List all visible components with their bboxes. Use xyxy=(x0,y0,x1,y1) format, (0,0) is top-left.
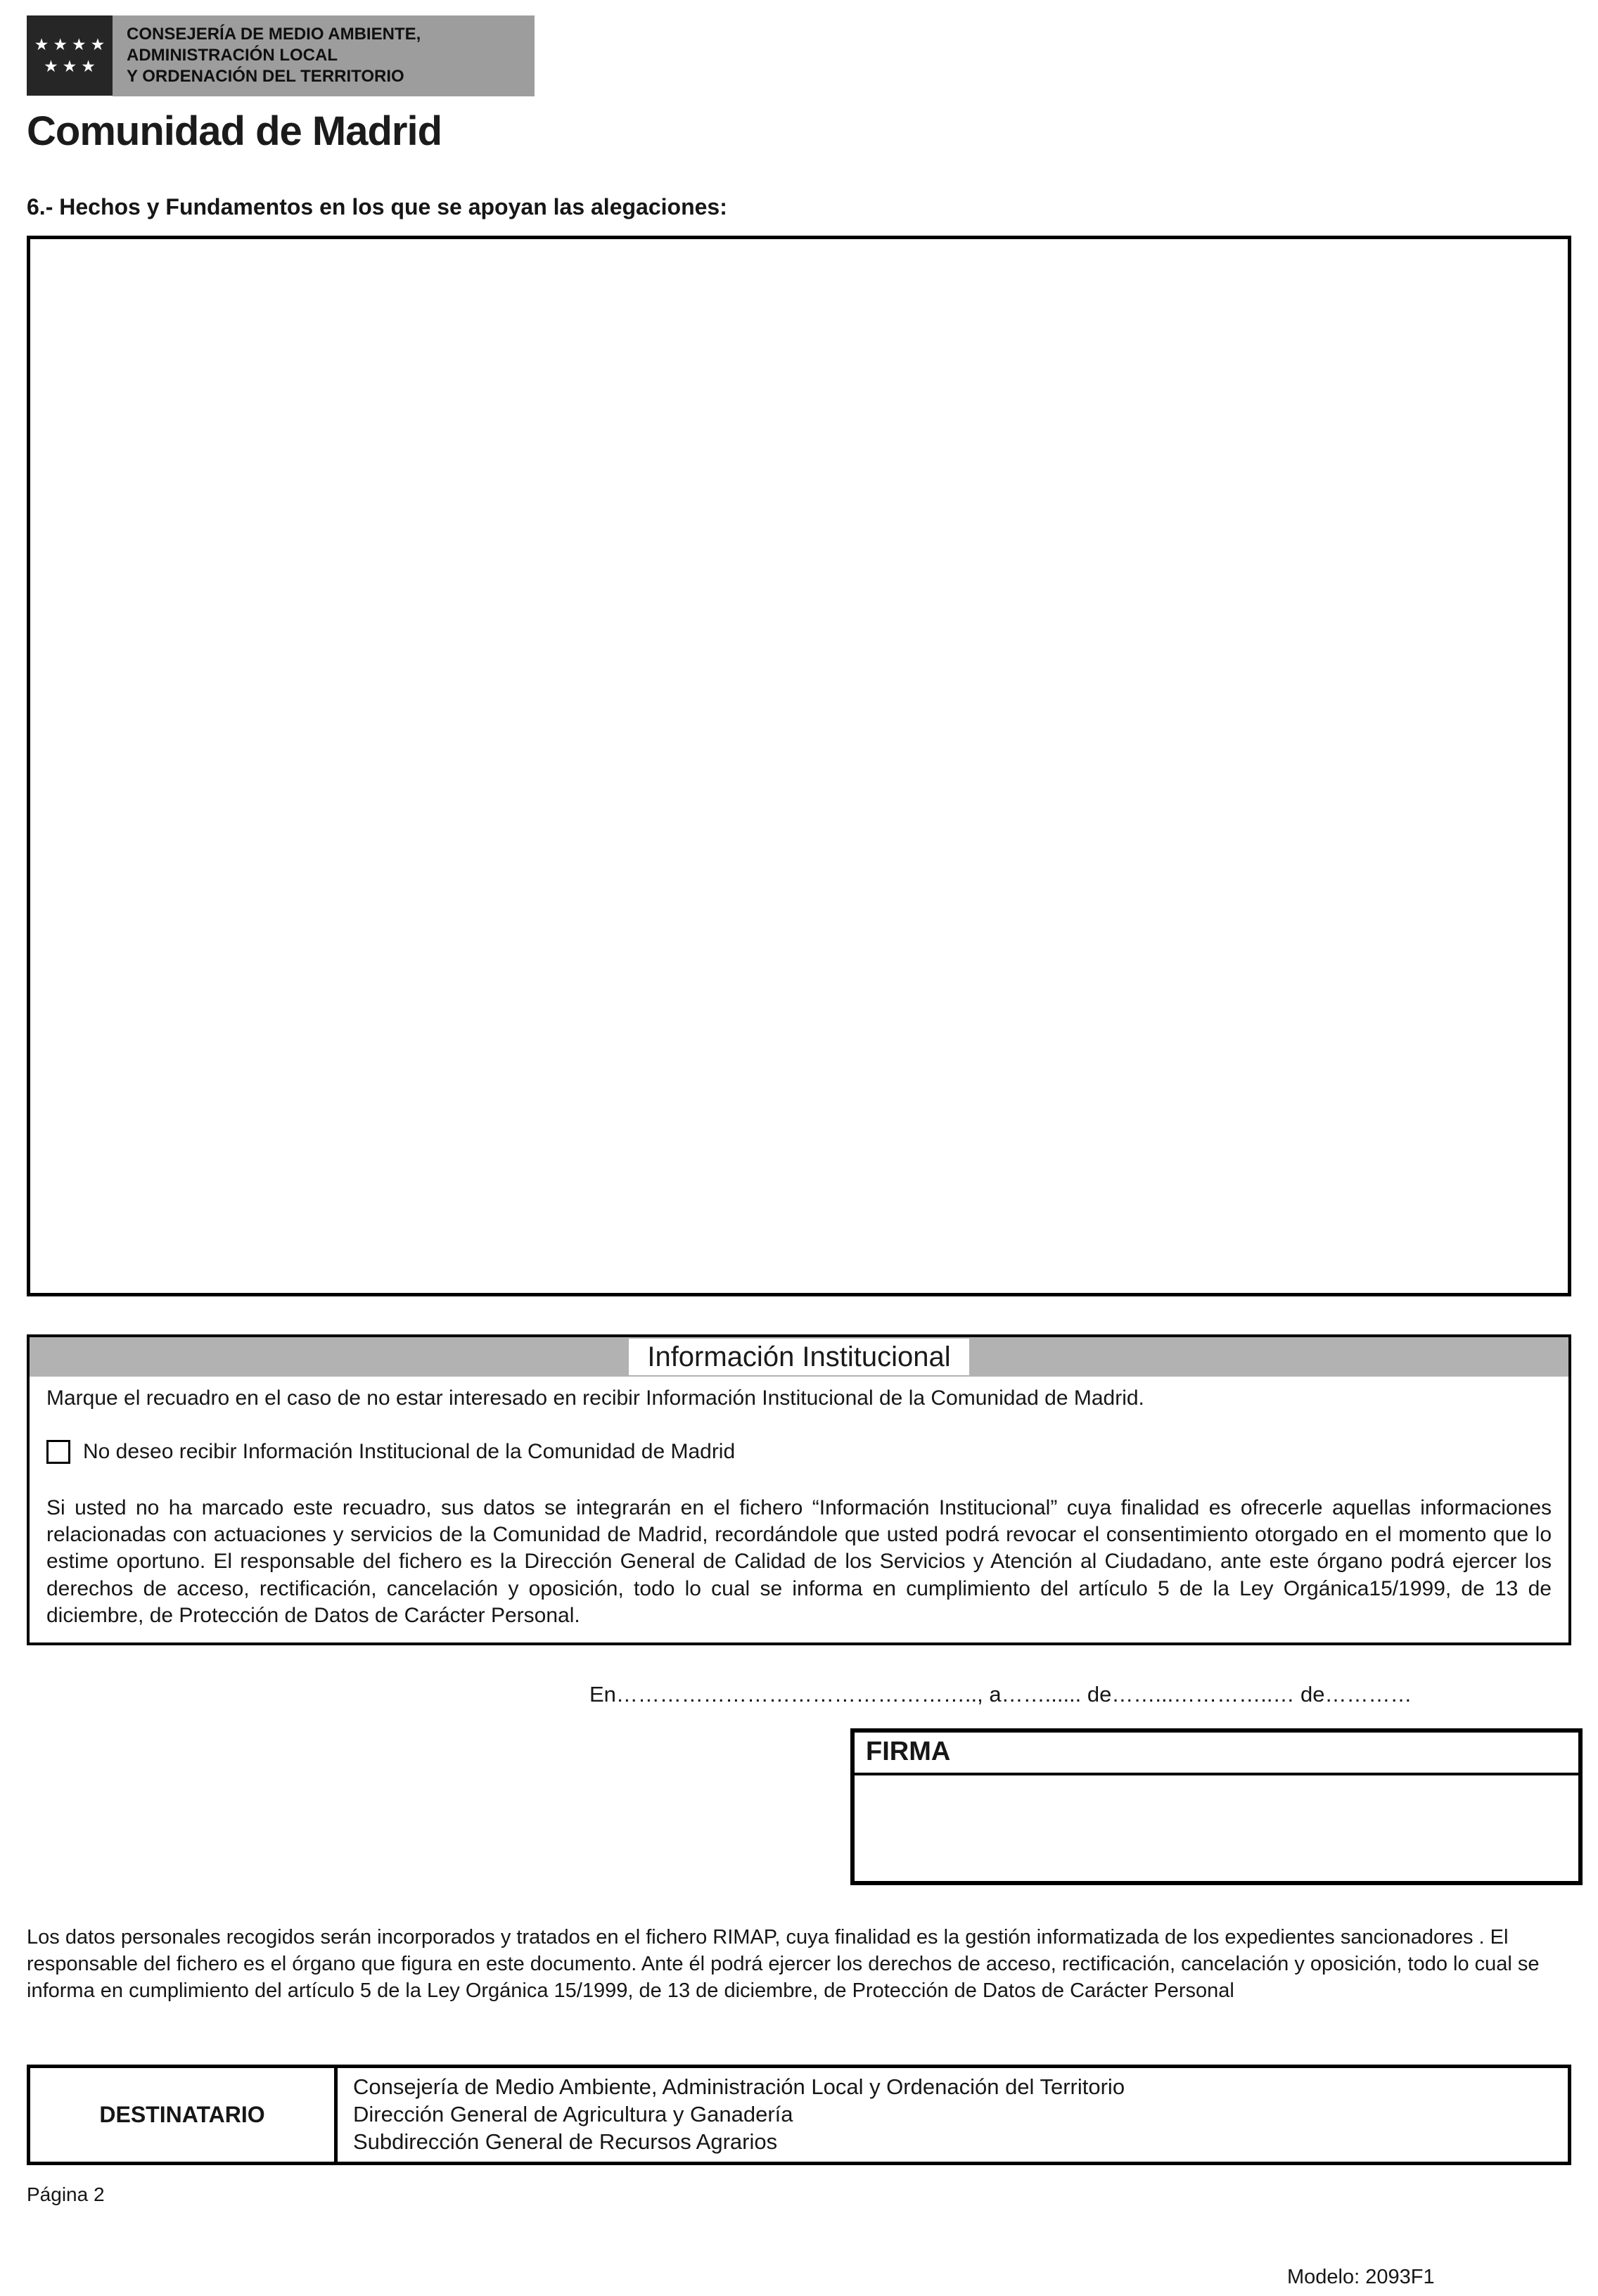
signature-box xyxy=(850,1728,1583,1885)
recipient-address xyxy=(336,2067,1570,2163)
institutional-header-bar xyxy=(30,1337,1568,1377)
optout-checkbox-label: No deseo recibir Información Institucional de la Comunidad de Madrid xyxy=(83,1439,736,1463)
institutional-info-section xyxy=(27,1334,1571,1645)
signature-area[interactable] xyxy=(855,1775,1578,1881)
place-and-date-fill-line[interactable]: En………………………………………….., a……...... de……...…………..… de………… xyxy=(589,1681,1412,1707)
recipient-table xyxy=(27,2065,1571,2164)
comunidad-de-madrid-wordmark: Comunidad de Madrid xyxy=(27,108,442,154)
recipient-row xyxy=(29,2067,1570,2163)
recipient-label: DESTINATARIO xyxy=(29,2067,336,2163)
institutional-body xyxy=(30,1377,1568,1643)
recipient-line-1: Consejería de Medio Ambiente, Administración Local y Ordenación del Territorio xyxy=(353,2074,1125,2100)
department-line-2: ADMINISTRACIÓN LOCAL xyxy=(127,45,338,65)
institutional-section-title: Información Institucional xyxy=(629,1339,969,1375)
optout-checkbox-row xyxy=(46,1440,1552,1464)
department-line-3: Y ORDENACIÓN DEL TERRITORIO xyxy=(127,66,404,86)
section-6-title: 6.- Hechos y Fundamentos en los que se apoyan las alegaciones: xyxy=(27,193,727,219)
flag-stars-top: ★★★★ xyxy=(34,35,110,53)
institutional-instruction-text: Marque el recuadro en el caso de no estar interesado en recibir Información Institucional de la Comunidad de Madrid. xyxy=(46,1386,1144,1410)
header-logo-block xyxy=(27,15,1571,155)
signature-label: FIRMA xyxy=(855,1733,1578,1775)
recipient-line-3: Subdirección General de Recursos Agrarios xyxy=(353,2129,778,2154)
logo-row xyxy=(27,15,1571,96)
department-line-1: CONSEJERÍA DE MEDIO AMBIENTE, xyxy=(127,25,421,44)
department-name-box xyxy=(113,15,535,96)
page-number: Página 2 xyxy=(27,2183,105,2205)
madrid-flag-icon xyxy=(27,15,113,96)
model-number: Modelo: 2093F1 xyxy=(1287,2266,1435,2288)
flag-stars-bottom: ★★★ xyxy=(44,57,100,75)
recipient-line-2: Dirección General de Agricultura y Ganadería xyxy=(353,2102,793,2127)
institutional-privacy-text: Si usted no ha marcado este recuadro, sus datos se integrarán en el fichero “Información Institucional” cuya finalidad es ofrecerle aquellas informaciones relacionadas con actuaciones y servicios de la Comunidad de Madrid, recordándole que usted podrá revocar el consentimiento otorgado en el momento que lo estime oportuno. El responsable del fichero es la Dirección General de Calidad de los Servicios y Atención al Ciudadano, ante este órgano podrá ejercer los derechos de acceso, rectificación, cancelación y oposición, todo lo cual se informa en cumplimiento del artículo 5 de la Ley Orgánica15/1999, de 13 de diciembre, de Protección de Datos de Carácter Personal. xyxy=(46,1495,1552,1628)
allegations-input-area[interactable] xyxy=(27,236,1571,1296)
institutional-optout-checkbox[interactable] xyxy=(46,1440,70,1464)
data-protection-notice: Los datos personales recogidos serán incorporados y tratados en el fichero RIMAP, cuya finalidad es la gestión informatizada de los expedientes sancionadores . El responsable del fichero es el órgano que figura en este documento. Ante él podrá ejercer los derechos de acceso, rectificación, cancelación y oposición, todo lo cual se informa en cumplimiento del artículo 5 de la Ley Orgánica 15/1999, de 13 de diciembre, de Protección de Datos de Carácter Personal xyxy=(27,1925,1540,2003)
